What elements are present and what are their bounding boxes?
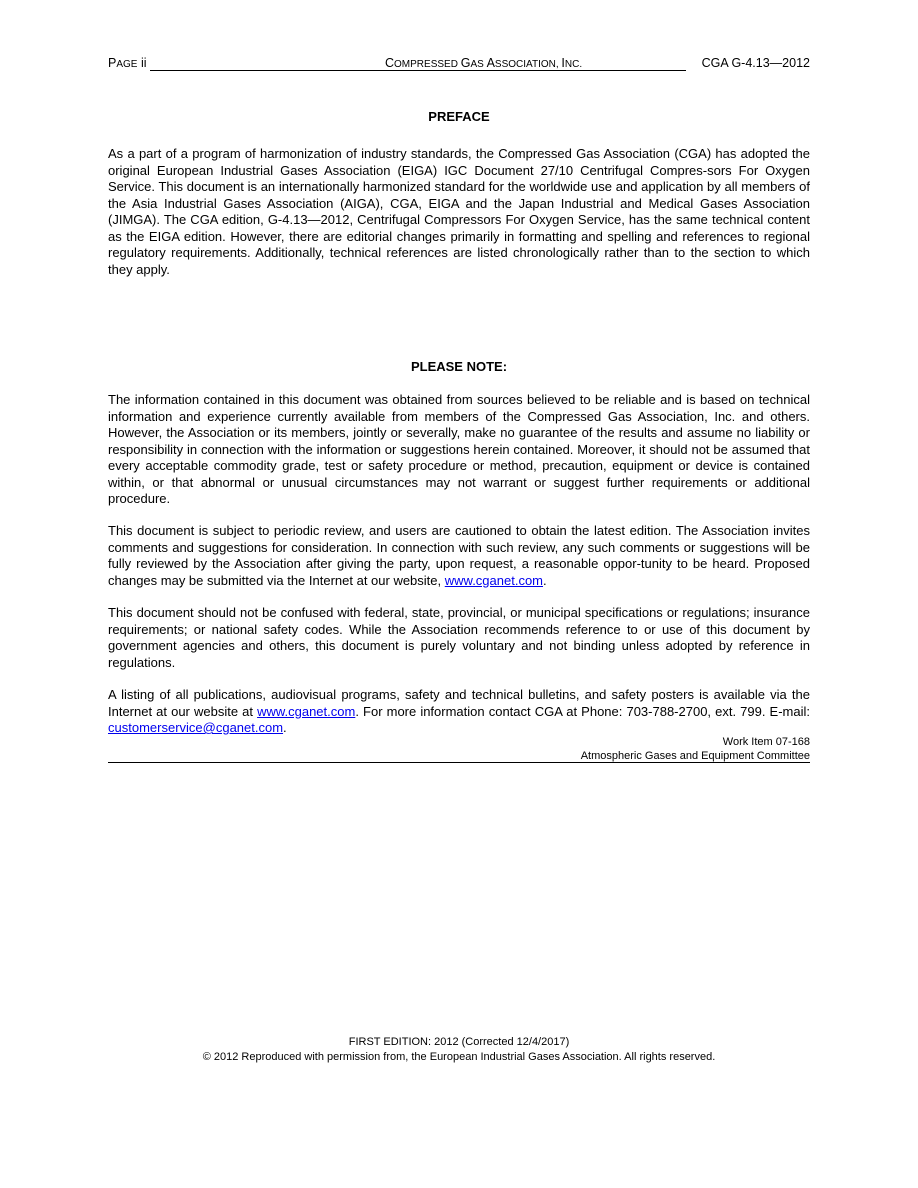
- publisher-part-2: AS: [470, 59, 487, 70]
- copyright-line: © 2012 Reproduced with permission from, the European Industrial Gases Association. All rights reserved.: [202, 1051, 716, 1063]
- please-note-heading: PLEASE NOTE:: [410, 359, 508, 374]
- website-link-2[interactable]: www.cganet.com: [257, 703, 356, 719]
- preface-body: As a part of a program of harmonization of industry standards, the Compressed Gas Association (CGA) has adopted the original European Industrial Gases Association (EIGA) IGC Document 27/10 Centrifugal Compres-sors For Oxygen Service. This document is an internationally harmonized standard for the worldwide use and application by all members of the Asia Industrial Gases Association (AIGA), CGA, EIGA and the Japan Industrial and Medical Gases Association (JIMGA). The CGA edition, G-4.13—2012, Centrifugal Compressors For Oxygen Service, has the same technical content as the EIGA edition. However, there are editorial changes primarily in formatting and spelling and references to regional regulatory requirements. Additionally, technical references are listed chronologically rather than to the section to which they apply.: [108, 146, 810, 277]
- publisher-c: C: [385, 56, 395, 70]
- work-item-number: Work Item 07-168: [722, 736, 810, 748]
- note-paragraph-2: [108, 523, 810, 589]
- page-number: [108, 55, 147, 73]
- website-link[interactable]: www.cganet.com: [444, 572, 544, 588]
- committee-name: Atmospheric Gases and Equipment Committee: [580, 750, 810, 762]
- preface-heading: PREFACE: [428, 109, 490, 124]
- publisher-part-3: SSOCIATION,: [494, 59, 562, 70]
- edition-line: FIRST EDITION: 2012 (Corrected 12/4/2017): [348, 1036, 570, 1048]
- page-label-initial: P: [108, 56, 117, 70]
- committee-rule: [108, 762, 810, 763]
- note-paragraph-2-end: .: [543, 572, 547, 588]
- publisher-i: I: [561, 56, 565, 70]
- publisher-a: A: [486, 56, 495, 70]
- note-paragraph-3: This document should not be confused with federal, state, provincial, or municipal specifications or regulations; insurance requirements; or national safety codes. While the Association recommends reference to or use of this document by government agencies and others, this document is purely voluntary and not binding unless adopted by reference in regulations.: [108, 605, 810, 670]
- publisher-name: [385, 55, 582, 73]
- publisher-g: G: [460, 56, 471, 70]
- note-paragraph-4-contact: . For more information contact CGA at Phone: 703-788-2700, ext. 799. E-mail:: [355, 703, 810, 719]
- publisher-part-1: OMPRESSED: [394, 59, 461, 70]
- page-label-rest: AGE: [116, 59, 138, 70]
- note-paragraph-1: The information contained in this document was obtained from sources believed to be reliable and is based on technical information and experience currently available from members of the Compressed Gas Association, Inc. and others. However, the Association or its members, jointly or severally, make no guarantee of the results and assume no liability or responsibility in connection with the information or suggestions herein contained. Moreover, it should not be assumed that every acceptable commodity grade, test or safety procedure or method, precaution, equipment or device is contained within, or that abnormal or unusual circumstances may not warrant or suggest further requirements or additional procedure.: [108, 392, 810, 506]
- note-paragraph-4-end: .: [283, 720, 287, 735]
- document-id: CGA G-4.13—2012: [701, 56, 810, 70]
- note-paragraph-4-text: A listing of all publications, audiovisual programs, safety and technical bulletins, and safety posters is available via the Internet at our website at: [108, 687, 810, 719]
- note-paragraph-2-text: This document is subject to periodic review, and users are cautioned to obtain the latest edition. The Association invites comments and suggestions for consideration. In connection with such review, any such comments or suggestions will be fully reviewed by the Association after giving the party, upon request, a reasonable oppor-tunity to be heard. Proposed changes may be submitted via the Internet at our website,: [108, 523, 810, 588]
- email-link[interactable]: customerservice@cganet.com: [108, 720, 284, 735]
- note-paragraph-4: [108, 687, 810, 737]
- running-header: [108, 55, 810, 73]
- page-label-number: ii: [137, 56, 147, 70]
- publisher-part-4: NC.: [564, 59, 583, 70]
